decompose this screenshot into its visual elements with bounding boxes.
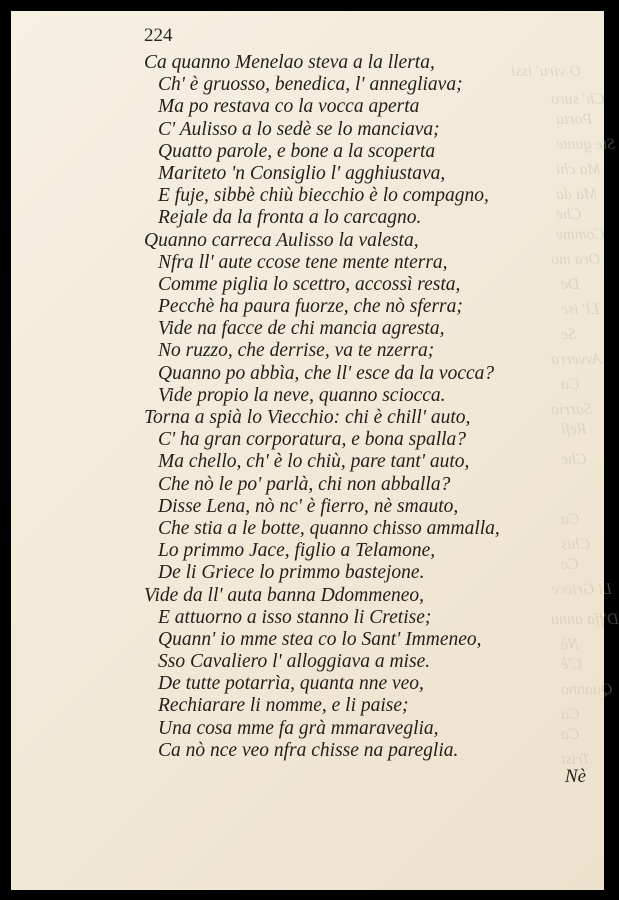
- page-number: 224: [144, 25, 173, 46]
- show-through-text: O viru' issi Ch' suro Porta Ste gunte Ma chi Ma da Che Comme Ora mo De Ll' ise Se Avverra Ca Sarria Refi Che Ca Chis Ce Li Griece D'ffa annu Nè C'è Quanno Ca Ca Trist: [511, 63, 619, 768]
- verse-line: Una cosa mme fa grà mmaraveglia,: [158, 717, 439, 739]
- verse-line: No ruzzo, che derrise, va te nzerra;: [158, 340, 435, 362]
- stanza: [144, 585, 586, 763]
- poem-text: [144, 52, 586, 762]
- verse-line: Quanno po abbìa, che ll' esce da la vocca?: [158, 362, 495, 384]
- verse-line: Ma chello, ch' è lo chiù, pare tant' auto,: [158, 451, 470, 473]
- verse-line: Rechiarare li nomme, e li paise;: [158, 695, 409, 717]
- stanza: [144, 407, 586, 585]
- verse-line: E attuorno a isso stanno li Cretise;: [158, 606, 432, 628]
- stanza: [144, 230, 586, 408]
- verse-line: Vide da ll' auta banna Ddommeneo,: [144, 584, 425, 606]
- verse-line: Che nò le po' parlà, chi non abballa?: [158, 473, 451, 495]
- verse-line: Lo primmo Jace, figlio a Telamone,: [158, 540, 436, 562]
- verse-line: Ma po restava co la vocca aperta: [158, 96, 420, 118]
- verse-line: Ca quanno Menelao steva a la llerta,: [144, 52, 435, 73]
- verse-line: Vide propio la neve, quanno sciocca.: [158, 384, 446, 406]
- stanza: [144, 52, 586, 230]
- catchword: Nè: [564, 766, 586, 787]
- verse-line: Quann' io mme stea co lo Sant' Immeneo,: [158, 628, 482, 650]
- verse-line: Mariteto 'n Consiglio l' agghiustava,: [158, 162, 446, 184]
- verse-line: Disse Lena, nò nc' è fierro, nè smauto,: [158, 495, 459, 517]
- verse-line: Ch' è gruosso, benedica, l' annegliava;: [158, 74, 463, 96]
- verse-line: Pecchè ha paura fuorze, che nò sferra;: [158, 296, 463, 318]
- verse-line: Sso Cavaliero l' alloggiava a mise.: [158, 651, 431, 673]
- verse-line: De li Griece lo primmo bastejone.: [158, 562, 425, 584]
- verse-line: C' Aulisso a lo sedè se lo manciava;: [158, 118, 440, 140]
- verse-line: Che stia a le botte, quanno chisso ammalla,: [158, 517, 500, 539]
- verse-line: Torna a spià lo Viecchio: chi è chill' auto,: [144, 407, 471, 428]
- verse-line: De tutte potarrìa, quanta nne veo,: [158, 673, 424, 695]
- verse-line: Vide na facce de chi mancia agresta,: [158, 318, 445, 340]
- verse-line: Quanno carreca Aulisso la valesta,: [144, 229, 419, 251]
- verse-line: Comme piglia lo scettro, accossì resta,: [158, 273, 461, 295]
- verse-line: Rejale da la fronta a lo carcagno.: [158, 207, 422, 229]
- verse-line: C' ha gran corporatura, e bona spalla?: [158, 429, 467, 451]
- verse-line: Ca nò nce veo nfra chisse na pareglia.: [158, 739, 459, 761]
- verse-line: E fuje, sibbè chiù biecchio è lo compagno,: [158, 185, 489, 207]
- verse-line: Nfra ll' aute ccose tene mente nterra,: [158, 251, 448, 273]
- verse-line: Quatto parole, e bone a la scoperta: [158, 140, 436, 162]
- book-page: [11, 11, 619, 890]
